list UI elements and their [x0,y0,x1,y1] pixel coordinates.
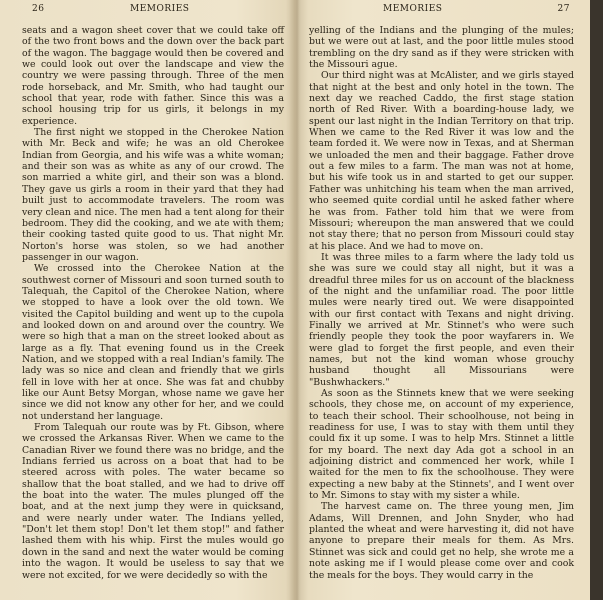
right-page-header [309,4,574,17]
paragraph: It was three miles to a farm where the lady told us she was sure we could stay all night, but it was a dreadful three miles for us on account of the blackness of the night and the unfamiliar road. The poor little mules were nearly tired out. We were disappointed with our first contact with Texans and night driving. Finally we arrived at Mr. Stinnet's who were such friendly people they took the poor wayfarers in. We were glad to forget the first people, and even their names, but not the kind woman whose grouchy husband thought all Missourians were "Bushwhackers." [309,251,574,388]
paragraph: We crossed into the Cherokee Nation at the southwest corner of Missouri and soon turned south to Talequah, the Capitol of the Cherokee Nation, where we stopped to have a look over the old town. We visited the Capitol building and went up to the cupola and looked down on and around over the country. We were so high that a man on the street looked about as large as a fly. That evening found us in the Creek Nation, and we stopped with a real Indian's family. The lady was so nice and clean and friendly that we girls fell in love with her at once. She was fat and chubby like our Aunt Betsy Morgan, whose name we gave her since we did not know any other for her, and we could not understand her language. [22,263,284,422]
left-running-head: MEMORIES [130,4,190,14]
paragraph: yelling of the Indians and the plunging of the mules; but we were out at last, and the poor little mules stood trembling on the dry sand as if they were stricken with the Missouri ague. [309,25,574,71]
right-running-head: MEMORIES [383,4,443,14]
left-page-body [22,25,284,581]
background-edge [590,0,603,600]
right-page [309,4,574,581]
paragraph: seats and a wagon sheet cover that we could take off of the two front bows and the down over the back part of the wagon. The baggage would then be covered and we could look out over the landscape and view the country we were passing through. Three of the men rode horseback, and Mr. Smith, who had taught our school that year, rode with father. Since this was a school housing trip for us girls, it belongs in my experience. [22,25,284,127]
paragraph: Our third night was at McAlister, and we girls stayed that night at the best and only hotel in the town. The next day we reached Caddo, the first stage station north of Red River. With a boarding-house lady, we spent our last night in the Indian Territory on that trip. When we came to the Red River it was low and the team forded it. We were now in Texas, and at Sherman we unloaded the men and their baggage. Father drove out a few miles to a farm. The man was not at home, but his wife took us in and started to get our supper. Father was unhitching his team when the man arrived, who seemed quite cordial until he asked father where he was from. Father told him that we were from Missouri; whereupon the man answered that we could not stay there; that no person from Missouri could stay at his place. And we had to move on. [309,70,574,252]
paragraph: The first night we stopped in the Cherokee Nation with Mr. Beck and wife; he was an old Cherokee Indian from Georgia, and his wife was a white woman; and their son was as white as any of our crowd. The son married a white girl, and their son was a blond. They gave us girls a room in their yard that they had built just to accommodate travelers. The room was very clean and nice. The men had a tent along for their bedroom. They did the cooking, and we ate with them; their cooking tasted quite good to us. That night Mr. Norton's horse was stolen, so we had another passenger in our wagon. [22,127,284,263]
gutter-shadow [286,0,308,600]
left-page-header [22,4,284,17]
paragraph: From Talequah our route was by Ft. Gibson, where we crossed the Arkansas River. When we came to the Canadian River we found there was no bridge, and the Indians ferried us across on a boat that had to be steered across with poles. The water became so shallow that the boat stalled, and we had to drive off the boat into the water. The mules plunged off the boat, and at the next jump they were in quicksand, and were nearly under water. The Indians yelled, "Don't let them stop! Don't let them stop!" and father lashed them with his whip. First the mules would go down in the sand and next the water would be coming into the wagon. It would be useless to say that we were not excited, for we were decidedly so with the [22,422,284,581]
right-page-body [309,25,574,581]
paragraph: The harvest came on. The three young men, Jim Adams, Will Drennen, and John Snyder, who had planted the wheat and were harvesting it, did not have anyone to prepare their meals for them. As Mrs. Stinnet was sick and could get no help, she wrote me a note asking me if I would please come over and cook the meals for the boys. They would carry in the [309,501,574,581]
left-page [22,4,284,581]
paragraph: As soon as the Stinnets knew that we were seeking schools, they chose me, on account of my experience, to teach their school. Their schoolhouse, not being in readiness for use, I was to stay with them until they could fix it up some. I was to help Mrs. Stinnet a little for my board. The next day Ada got a school in an adjoining district and commenced her work, while I waited for the men to fix the schoolhouse. They were expecting a new baby at the Stinnets', and I went over to Mr. Simons to stay with my sister a while. [309,388,574,502]
left-page-number: 26 [32,4,45,14]
right-page-number: 27 [557,4,570,14]
